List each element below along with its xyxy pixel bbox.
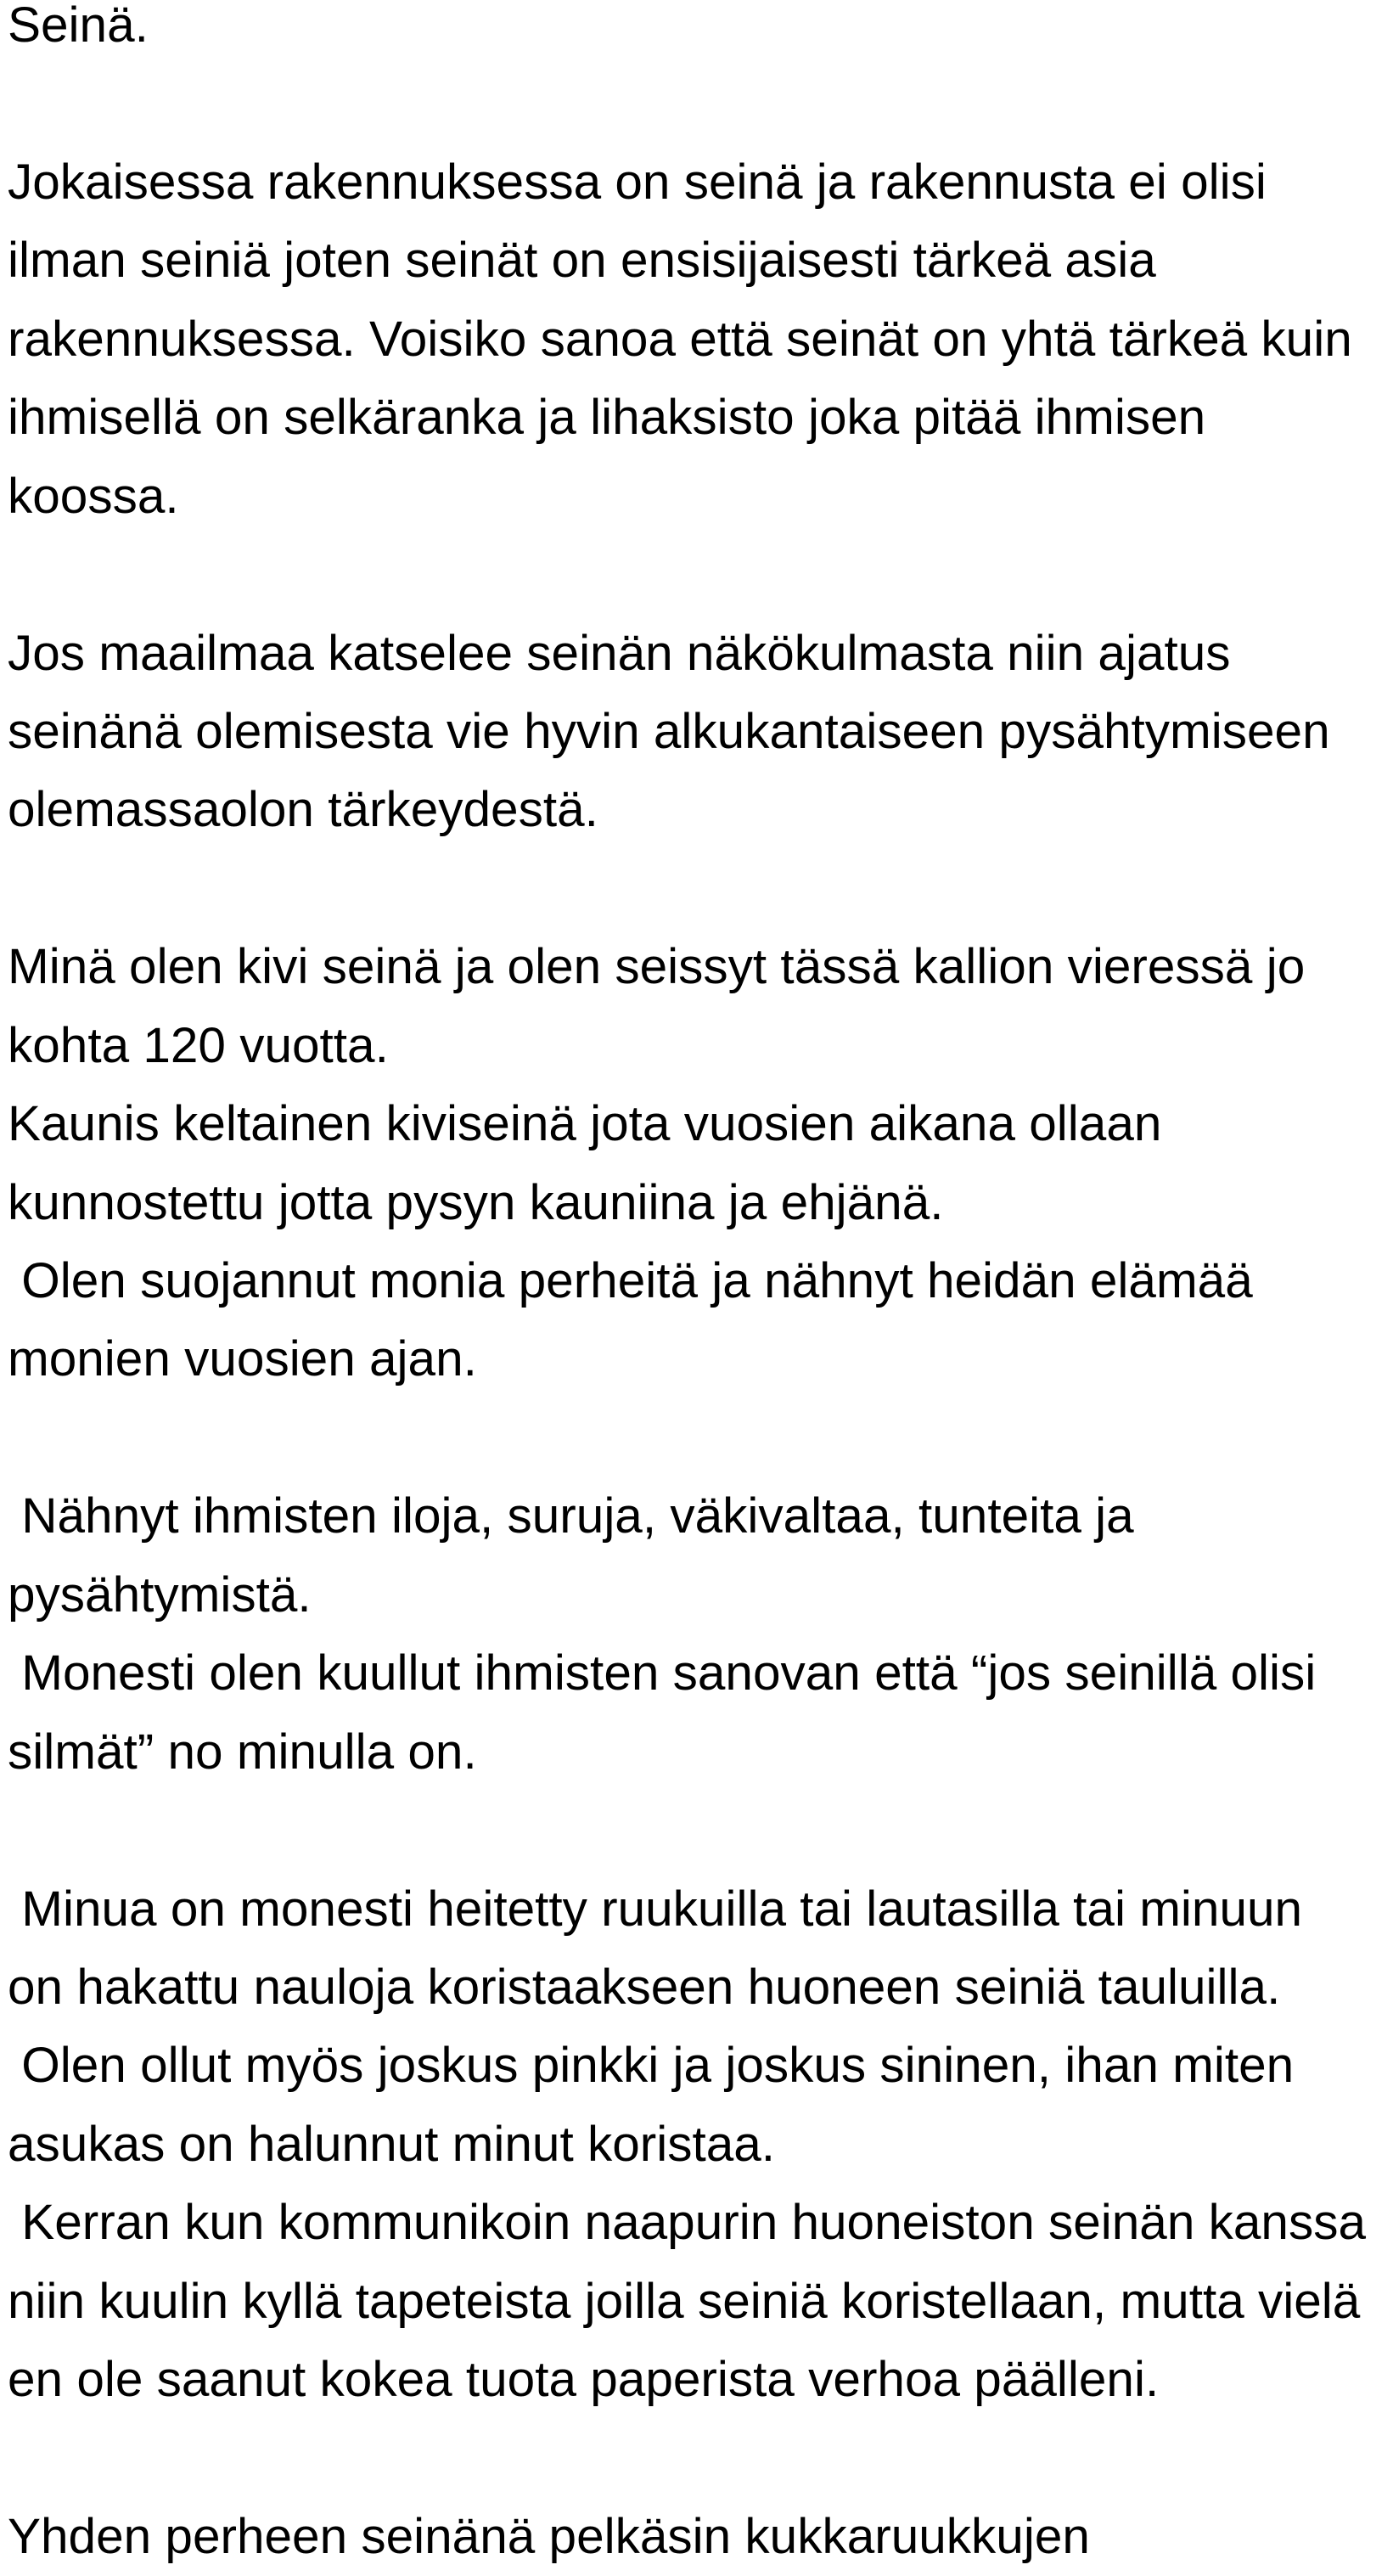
text-line: kohta 120 vuotta.	[8, 1017, 389, 1073]
text-line: Kerran kun kommunikoin naapurin huoneiston seinän kanssa	[8, 2195, 1366, 2251]
text-line: en ole saanut kokea tuota paperista verhoa päälleni.	[8, 2352, 1160, 2408]
text-line: ilman seiniä joten seinät on ensisijaisesti tärkeä asia	[8, 233, 1156, 289]
text-line: monien vuosien ajan.	[8, 1331, 477, 1387]
document-text-block	[8, 0, 1393, 2576]
text-line: pysähtymistä.	[8, 1566, 312, 1623]
text-line: koossa.	[8, 468, 179, 524]
blank-line	[8, 850, 1393, 928]
text-line: on hakattu nauloja koristaakseen huoneen seiniä tauluilla.	[8, 1959, 1281, 2015]
text-line: Jokaisessa rakennuksessa on seinä ja rakennusta ei olisi	[8, 154, 1267, 210]
document-title-line: Seinä.	[8, 0, 149, 53]
text-line: ihmisellä on selkäranka ja lihaksisto joka pitää ihmisen	[8, 390, 1206, 446]
text-line: silmät” no minulla on.	[8, 1724, 477, 1780]
text-line: Nähnyt ihmisten iloja, suruja, väkivaltaa, tunteita ja	[8, 1488, 1134, 1544]
text-line: niin kuulin kyllä tapeteista joilla seiniä koristellaan, mutta vielä	[8, 2273, 1361, 2329]
blank-line	[8, 65, 1393, 143]
text-line: Kaunis keltainen kiviseinä jota vuosien aikana ollaan	[8, 1096, 1162, 1152]
text-line: Olen ollut myös joskus pinkki ja joskus sininen, ihan miten	[8, 2038, 1295, 2094]
text-line: Yhden perheen seinänä pelkäsin kukkaruukkujen	[8, 2509, 1090, 2564]
blank-line	[8, 1791, 1393, 1870]
blank-line	[8, 2420, 1393, 2498]
text-line: olemassaolon tärkeydestä.	[8, 782, 598, 838]
text-line: Minä olen kivi seinä ja olen seissyt tässä kallion vieressä jo	[8, 939, 1306, 995]
text-line: Monesti olen kuullut ihmisten sanovan että “jos seinillä olisi	[8, 1645, 1317, 1701]
text-line: Olen suojannut monia perheitä ja nähnyt heidän elämää	[8, 1253, 1253, 1308]
text-line: seinänä olemisesta vie hyvin alkukantaiseen pysähtymiseen	[8, 703, 1330, 759]
blank-line	[8, 1399, 1393, 1477]
blank-line	[8, 536, 1393, 614]
text-line: Minua on monesti heitetty ruukuilla tai lautasilla tai minuun	[8, 1881, 1303, 1937]
text-line: Jos maailmaa katselee seinän näkökulmasta niin ajatus	[8, 625, 1231, 681]
text-line: rakennuksessa. Voisiko sanoa että seinät on yhtä tärkeä kuin	[8, 311, 1352, 367]
text-line: kunnostettu jotta pysyn kauniina ja ehjänä.	[8, 1174, 944, 1230]
text-line: asukas on halunnut minut koristaa.	[8, 2116, 776, 2172]
